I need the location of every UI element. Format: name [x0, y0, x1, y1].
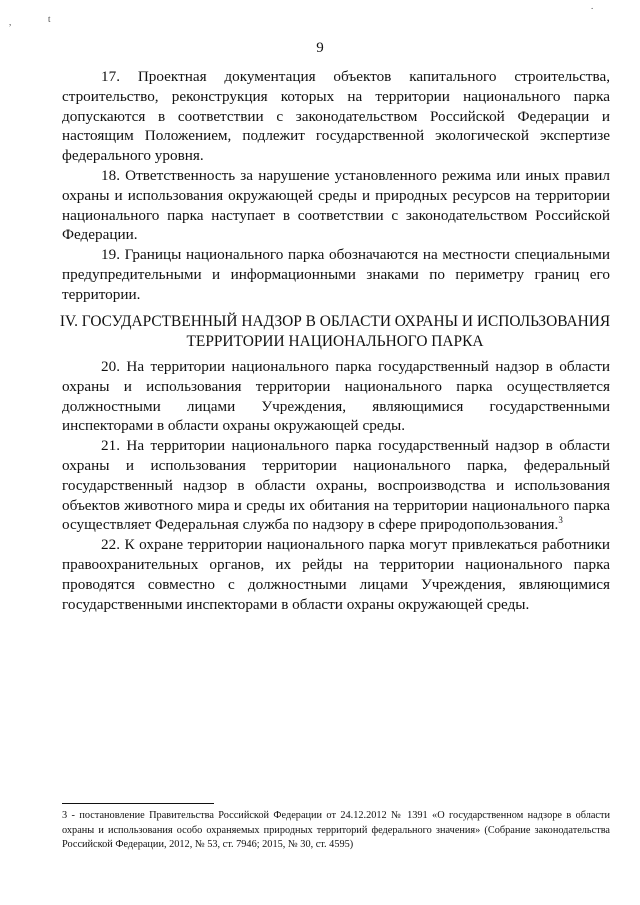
section-heading-line-1: IV. ГОСУДАРСТВЕННЫЙ НАДЗОР В ОБЛАСТИ ОХРАНЫ И ИСПОЛЬЗОВАНИЯ [59, 313, 611, 330]
section-heading [40, 312, 630, 352]
paragraph-22: 22. К охране территории национального парка могут привлекаться работники правоохранительных органов, их рейды на территории национального парка проводятся совместно с должностными лицами Учреждения, являющимися государственными инспекторами в области охраны окружающей среды. [62, 536, 610, 613]
paragraph-19: 19. Границы национального парка обозначаются на местности специальными предупредительными и информационными знаками по периметру границ его территории. [62, 246, 610, 303]
section-heading-line-2: ТЕРРИТОРИИ НАЦИОНАЛЬНОГО ПАРКА [186, 333, 484, 350]
footnote-reference: 3 [558, 515, 563, 526]
footnote-separator [62, 803, 214, 804]
paragraphs-top [62, 67, 610, 305]
footnote-3: 3 - постановление Правительства Российской Федерации от 24.12.2012 № 1391 «О государственном надзоре в области охраны и использования особо охраняемых природных территорий федерального значения» (Собрание законодательства Российской Федерации, 2012, № 53, ст. 7946; 2015, № 30, ст. 4595) [62, 810, 610, 850]
scan-speck-left: , [9, 17, 12, 27]
scan-speck-mid: t [48, 14, 51, 24]
paragraph-17: 17. Проектная документация объектов капитального строительства, строительство, реконструкция которых на территории национального парка допускаются в соответствии с законодательством Российской Федерации и настоящим Положением, подлежит государственной экологической экспертизе федерального уровня. [62, 68, 610, 165]
paragraph-21 [62, 436, 610, 535]
page-number: 9 [316, 40, 324, 56]
scan-speck-right: . [591, 1, 594, 11]
paragraphs-section [62, 357, 610, 614]
paragraph-18: 18. Ответственность за нарушение установленного режима или иных правил охраны и использования окружающей среды и природных ресурсов на территории национального парка наступает в соответствии с законодательством Российской Федерации. [62, 166, 610, 244]
paragraph-21-text: 21. На территории национального парка государственный надзор в области охраны и использования территории национального парка, федеральный государственный надзор в области охраны, воспроизводства и использования объектов животного мира и среды их обитания на территории национального парка осуществляет Федеральная служба по надзору в сфере природопользования. [62, 437, 610, 534]
paragraph-20: 20. На территории национального парка государственный надзор в области охраны и использования территории национального парка осуществляется должностными лицами Учреждения, являющимися государственными инспекторами в области охраны окружающей среды. [62, 358, 610, 435]
